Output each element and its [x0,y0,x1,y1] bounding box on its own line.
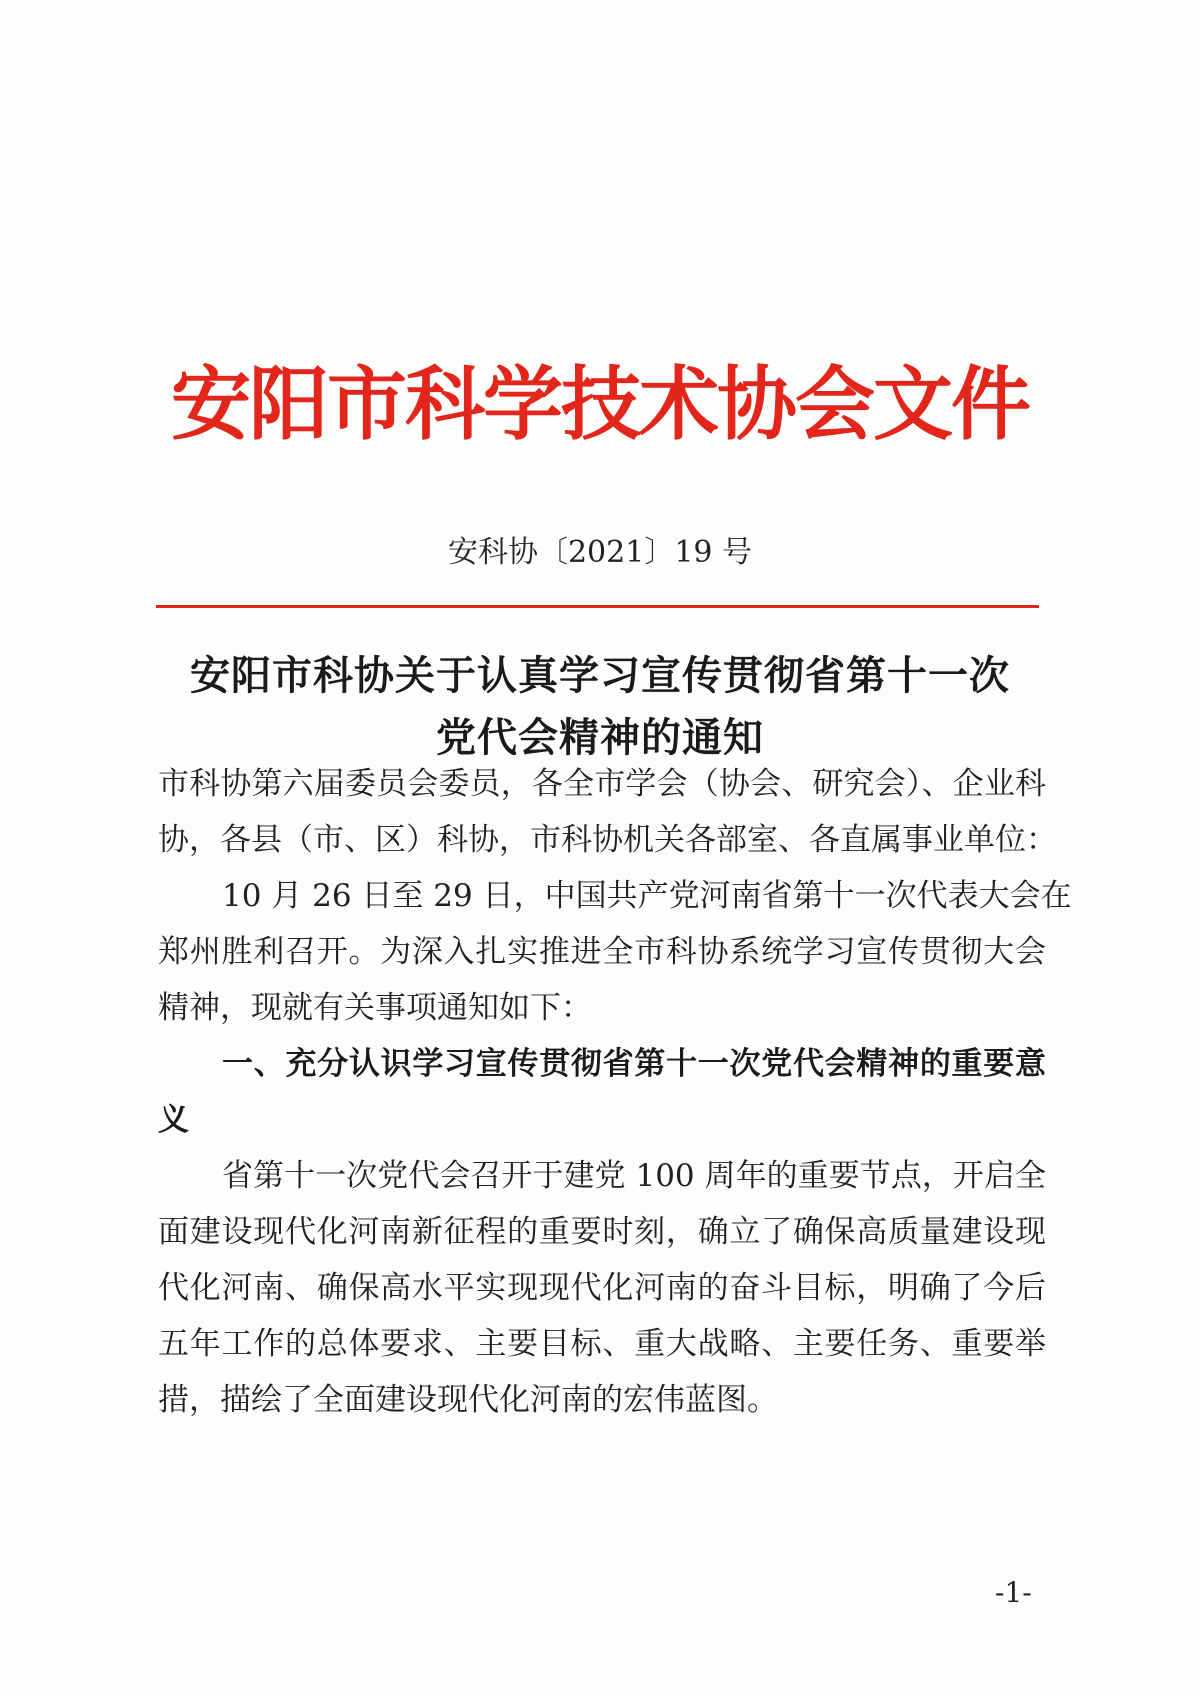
section-1-heading-line-1: 一、充分认识学习宣传贯彻省第十一次党代会精神的重要意 [222,1046,1046,1082]
notice-title-line-1: 安阳市科协关于认真学习宣传贯彻省第十一次 [190,653,1010,699]
intro-line-1: 10 月 26 日至 29 日，中国共产党河南省第十一次代表大会在 [222,878,1072,914]
page-number: -1- [995,1576,1032,1609]
section-1-body-line-1: 省第十一次党代会召开于建党 100 周年的重要节点，开启全 [222,1158,1046,1194]
section-1-body-line-2: 面建设现代化河南新征程的重要时刻，确立了确保高质量建设现 [158,1214,1046,1250]
recipients-line-2: 协，各县（市、区）科协，市科协机关各部室、各直属事业单位： [158,822,1057,858]
section-1-body-line-3: 代化河南、确保高水平实现现代化河南的奋斗目标，明确了今后 [158,1270,1046,1306]
document-number: 安科协〔2021〕19 号 [447,535,753,570]
recipients-line-1: 市科协第六届委员会委员，各全市学会（协会、研究会）、企业科 [158,766,1046,802]
intro-line-2: 郑州胜利召开。为深入扎实推进全市科协系统学习宣传贯彻大会 [158,934,1046,970]
section-1-body-line-4: 五年工作的总体要求、主要目标、重大战略、主要任务、重要举 [158,1326,1046,1362]
red-separator-line [156,605,1039,608]
section-1-body-line-5: 措，描绘了全面建设现代化河南的宏伟蓝图。 [158,1382,778,1418]
notice-title-line-2: 党代会精神的通知 [436,715,764,761]
intro-line-3: 精神，现就有关事项通知如下： [158,990,592,1026]
section-1-heading-line-2: 义 [158,1102,189,1138]
document-masthead: 安阳市科学技术协会文件 [171,358,1029,451]
